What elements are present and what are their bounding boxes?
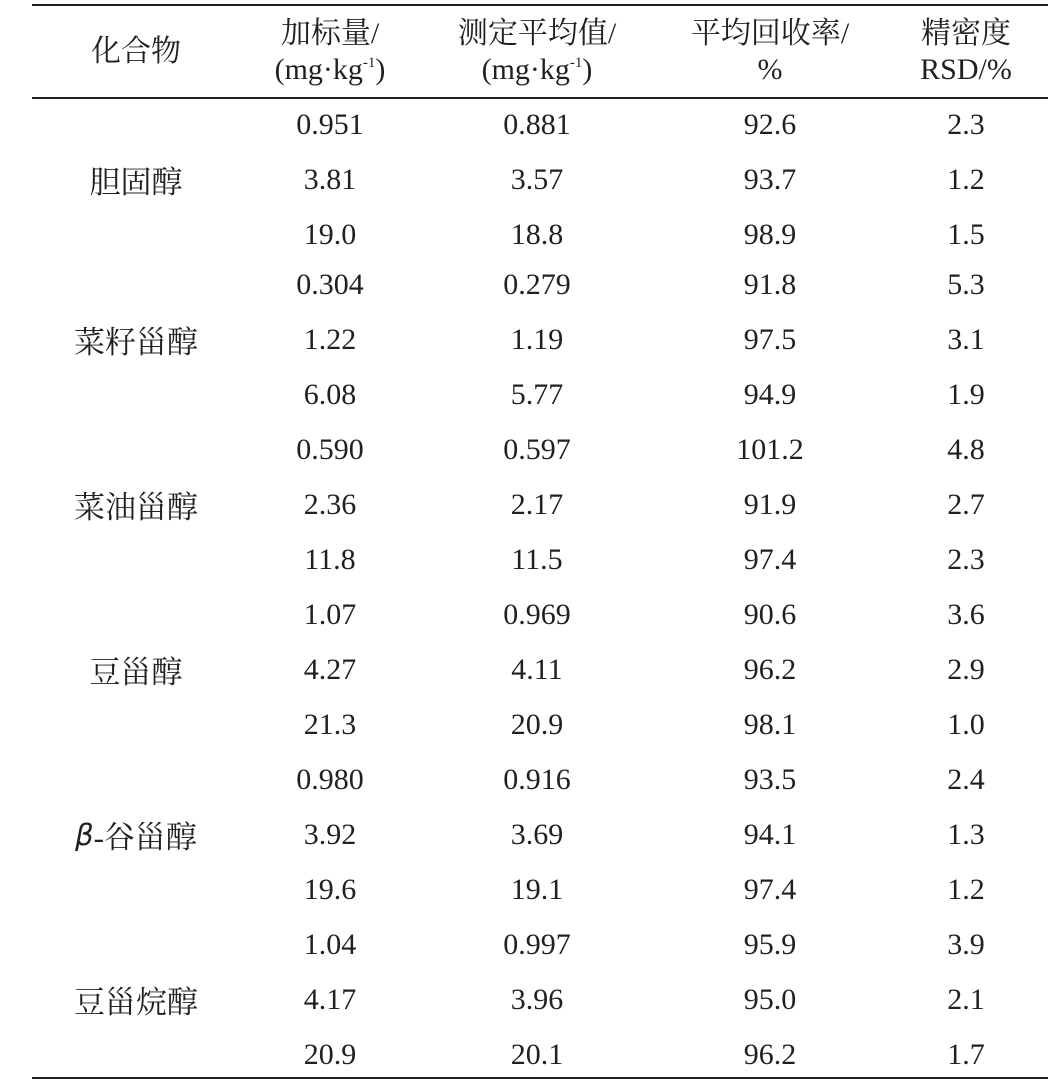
- header-spike-amount: [250, 6, 410, 97]
- spike-amount-cell: 6.08: [303, 378, 357, 411]
- table-row: [0, 207, 1062, 262]
- header-precision: [886, 6, 1046, 97]
- spike-amount-cell: 11.8: [304, 543, 356, 576]
- spike-amount-cell: 19.6: [303, 873, 357, 906]
- rsd-cell: 1.3: [947, 818, 985, 851]
- rsd-cell: 3.1: [947, 323, 985, 356]
- spike-amount-cell: 0.951: [296, 108, 364, 141]
- recovery-cell: 92.6: [743, 108, 797, 141]
- table-row: [0, 367, 1062, 422]
- compound-name: 胆固醇: [89, 165, 183, 200]
- recovery-cell: 95.9: [743, 928, 797, 961]
- recovery-cell: 98.9: [743, 218, 797, 251]
- table-row: [0, 972, 1062, 1027]
- rsd-cell: 1.2: [947, 873, 985, 906]
- table-row: [0, 532, 1062, 587]
- compound-group: [0, 97, 1062, 262]
- measured-mean-cell: 20.1: [510, 1038, 564, 1071]
- table-row: [0, 257, 1062, 312]
- compound-group: [0, 257, 1062, 422]
- table-row: [0, 477, 1062, 532]
- rsd-cell: 1.2: [947, 163, 985, 196]
- recovery-cell: 97.4: [743, 873, 797, 906]
- spike-amount-cell: 3.81: [303, 163, 357, 196]
- table-header: [0, 6, 1062, 97]
- measured-mean-cell: 0.597: [503, 433, 571, 466]
- spike-amount-cell: 1.22: [303, 323, 357, 356]
- measured-mean-cell: 0.279: [503, 268, 571, 301]
- table-row: [0, 642, 1062, 697]
- table-row: [0, 752, 1062, 807]
- spike-amount-cell: 0.304: [296, 268, 364, 301]
- measured-mean-cell: 0.881: [503, 108, 571, 141]
- recovery-cell: 97.4: [743, 543, 797, 576]
- header-mean-recovery-unit: %: [757, 52, 783, 86]
- measured-mean-cell: 0.997: [503, 928, 571, 961]
- compound-name: 菜籽甾醇: [74, 325, 198, 360]
- header-measured-mean-label: 测定平均值/: [457, 16, 617, 50]
- measured-mean-cell: 0.916: [503, 763, 571, 796]
- measured-mean-cell: 1.19: [510, 323, 564, 356]
- compound-name: β -谷甾醇: [75, 817, 197, 855]
- spike-amount-cell: 1.04: [303, 928, 357, 961]
- measured-mean-cell: 4.11: [511, 653, 563, 686]
- rsd-cell: 2.3: [947, 543, 985, 576]
- rsd-cell: 2.4: [947, 763, 985, 796]
- recovery-cell: 96.2: [743, 653, 797, 686]
- measured-mean-cell: 18.8: [510, 218, 564, 251]
- table-row: [0, 1027, 1062, 1082]
- spike-amount-cell: 20.9: [303, 1038, 357, 1071]
- spike-amount-cell: 1.07: [303, 598, 357, 631]
- table-row: [0, 152, 1062, 207]
- spike-amount-cell: 0.590: [296, 433, 364, 466]
- table-row: [0, 422, 1062, 477]
- header-spike-amount-unit: $(mg\cdot kg^{-1})$: [274, 52, 386, 86]
- compound-group: [0, 587, 1062, 752]
- rsd-cell: 1.5: [947, 218, 985, 251]
- measured-mean-cell: 19.1: [510, 873, 564, 906]
- header-compound-label: 化合物: [91, 34, 181, 68]
- header-compound: [36, 6, 236, 97]
- compound-group: [0, 422, 1062, 587]
- recovery-cell: 91.8: [743, 268, 797, 301]
- measured-mean-cell: 2.17: [510, 488, 564, 521]
- rsd-cell: 1.0: [947, 708, 985, 741]
- recovery-cell: 97.5: [743, 323, 797, 356]
- table-bottom-rule: [32, 1077, 1048, 1079]
- spike-amount-cell: 2.36: [303, 488, 357, 521]
- recovery-cell: 94.1: [743, 818, 797, 851]
- spike-amount-cell: 4.27: [303, 653, 357, 686]
- header-spike-amount-label: 加标量/: [280, 16, 380, 50]
- rsd-cell: 2.7: [947, 488, 985, 521]
- table-row: [0, 312, 1062, 367]
- measured-mean-cell: 20.9: [510, 708, 564, 741]
- compound-group: [0, 752, 1062, 917]
- recovery-cell: 93.5: [743, 763, 797, 796]
- recovery-cell: 91.9: [743, 488, 797, 521]
- header-mean-recovery: [690, 6, 850, 97]
- rsd-cell: 2.3: [947, 108, 985, 141]
- recovery-cell: 96.2: [743, 1038, 797, 1071]
- compound-name: 豆甾烷醇: [74, 985, 198, 1020]
- recovery-cell: 98.1: [743, 708, 797, 741]
- compound-name: 豆甾醇: [89, 655, 183, 690]
- spike-amount-cell: 19.0: [303, 218, 357, 251]
- rsd-cell: 3.6: [947, 598, 985, 631]
- table-row: [0, 862, 1062, 917]
- header-measured-mean-unit: $(mg\cdot kg^{-1})$: [481, 52, 593, 86]
- compound-name: 菜油甾醇: [74, 490, 198, 525]
- table-row: [0, 587, 1062, 642]
- spike-amount-cell: 0.980: [296, 763, 364, 796]
- measured-mean-cell: 0.969: [503, 598, 571, 631]
- header-precision-label: 精密度: [921, 16, 1011, 50]
- compound-group: [0, 917, 1062, 1082]
- rsd-cell: 2.1: [947, 983, 985, 1016]
- recovery-cell: 95.0: [743, 983, 797, 1016]
- recovery-cell: 94.9: [743, 378, 797, 411]
- measured-mean-cell: 3.69: [510, 818, 564, 851]
- spike-amount-cell: 4.17: [303, 983, 357, 1016]
- header-mean-recovery-label: 平均回收率/: [690, 16, 850, 50]
- recovery-cell: 90.6: [743, 598, 797, 631]
- measured-mean-cell: 3.57: [510, 163, 564, 196]
- rsd-cell: 1.9: [947, 378, 985, 411]
- table-row: [0, 697, 1062, 752]
- header-precision-unit: RSD/%: [920, 52, 1012, 86]
- spike-amount-cell: 3.92: [303, 818, 357, 851]
- rsd-cell: 1.7: [947, 1038, 985, 1071]
- rsd-cell: 5.3: [947, 268, 985, 301]
- table-row: [0, 807, 1062, 862]
- rsd-cell: 3.9: [947, 928, 985, 961]
- recovery-cell: 101.2: [736, 433, 804, 466]
- rsd-cell: 4.8: [947, 433, 985, 466]
- measured-mean-cell: 5.77: [510, 378, 564, 411]
- recovery-cell: 93.7: [743, 163, 797, 196]
- table-row: [0, 917, 1062, 972]
- measured-mean-cell: 11.5: [511, 543, 563, 576]
- rsd-cell: 2.9: [947, 653, 985, 686]
- spike-amount-cell: 21.3: [303, 708, 357, 741]
- header-measured-mean: [457, 6, 617, 97]
- measured-mean-cell: 3.96: [510, 983, 564, 1016]
- table-row: [0, 97, 1062, 152]
